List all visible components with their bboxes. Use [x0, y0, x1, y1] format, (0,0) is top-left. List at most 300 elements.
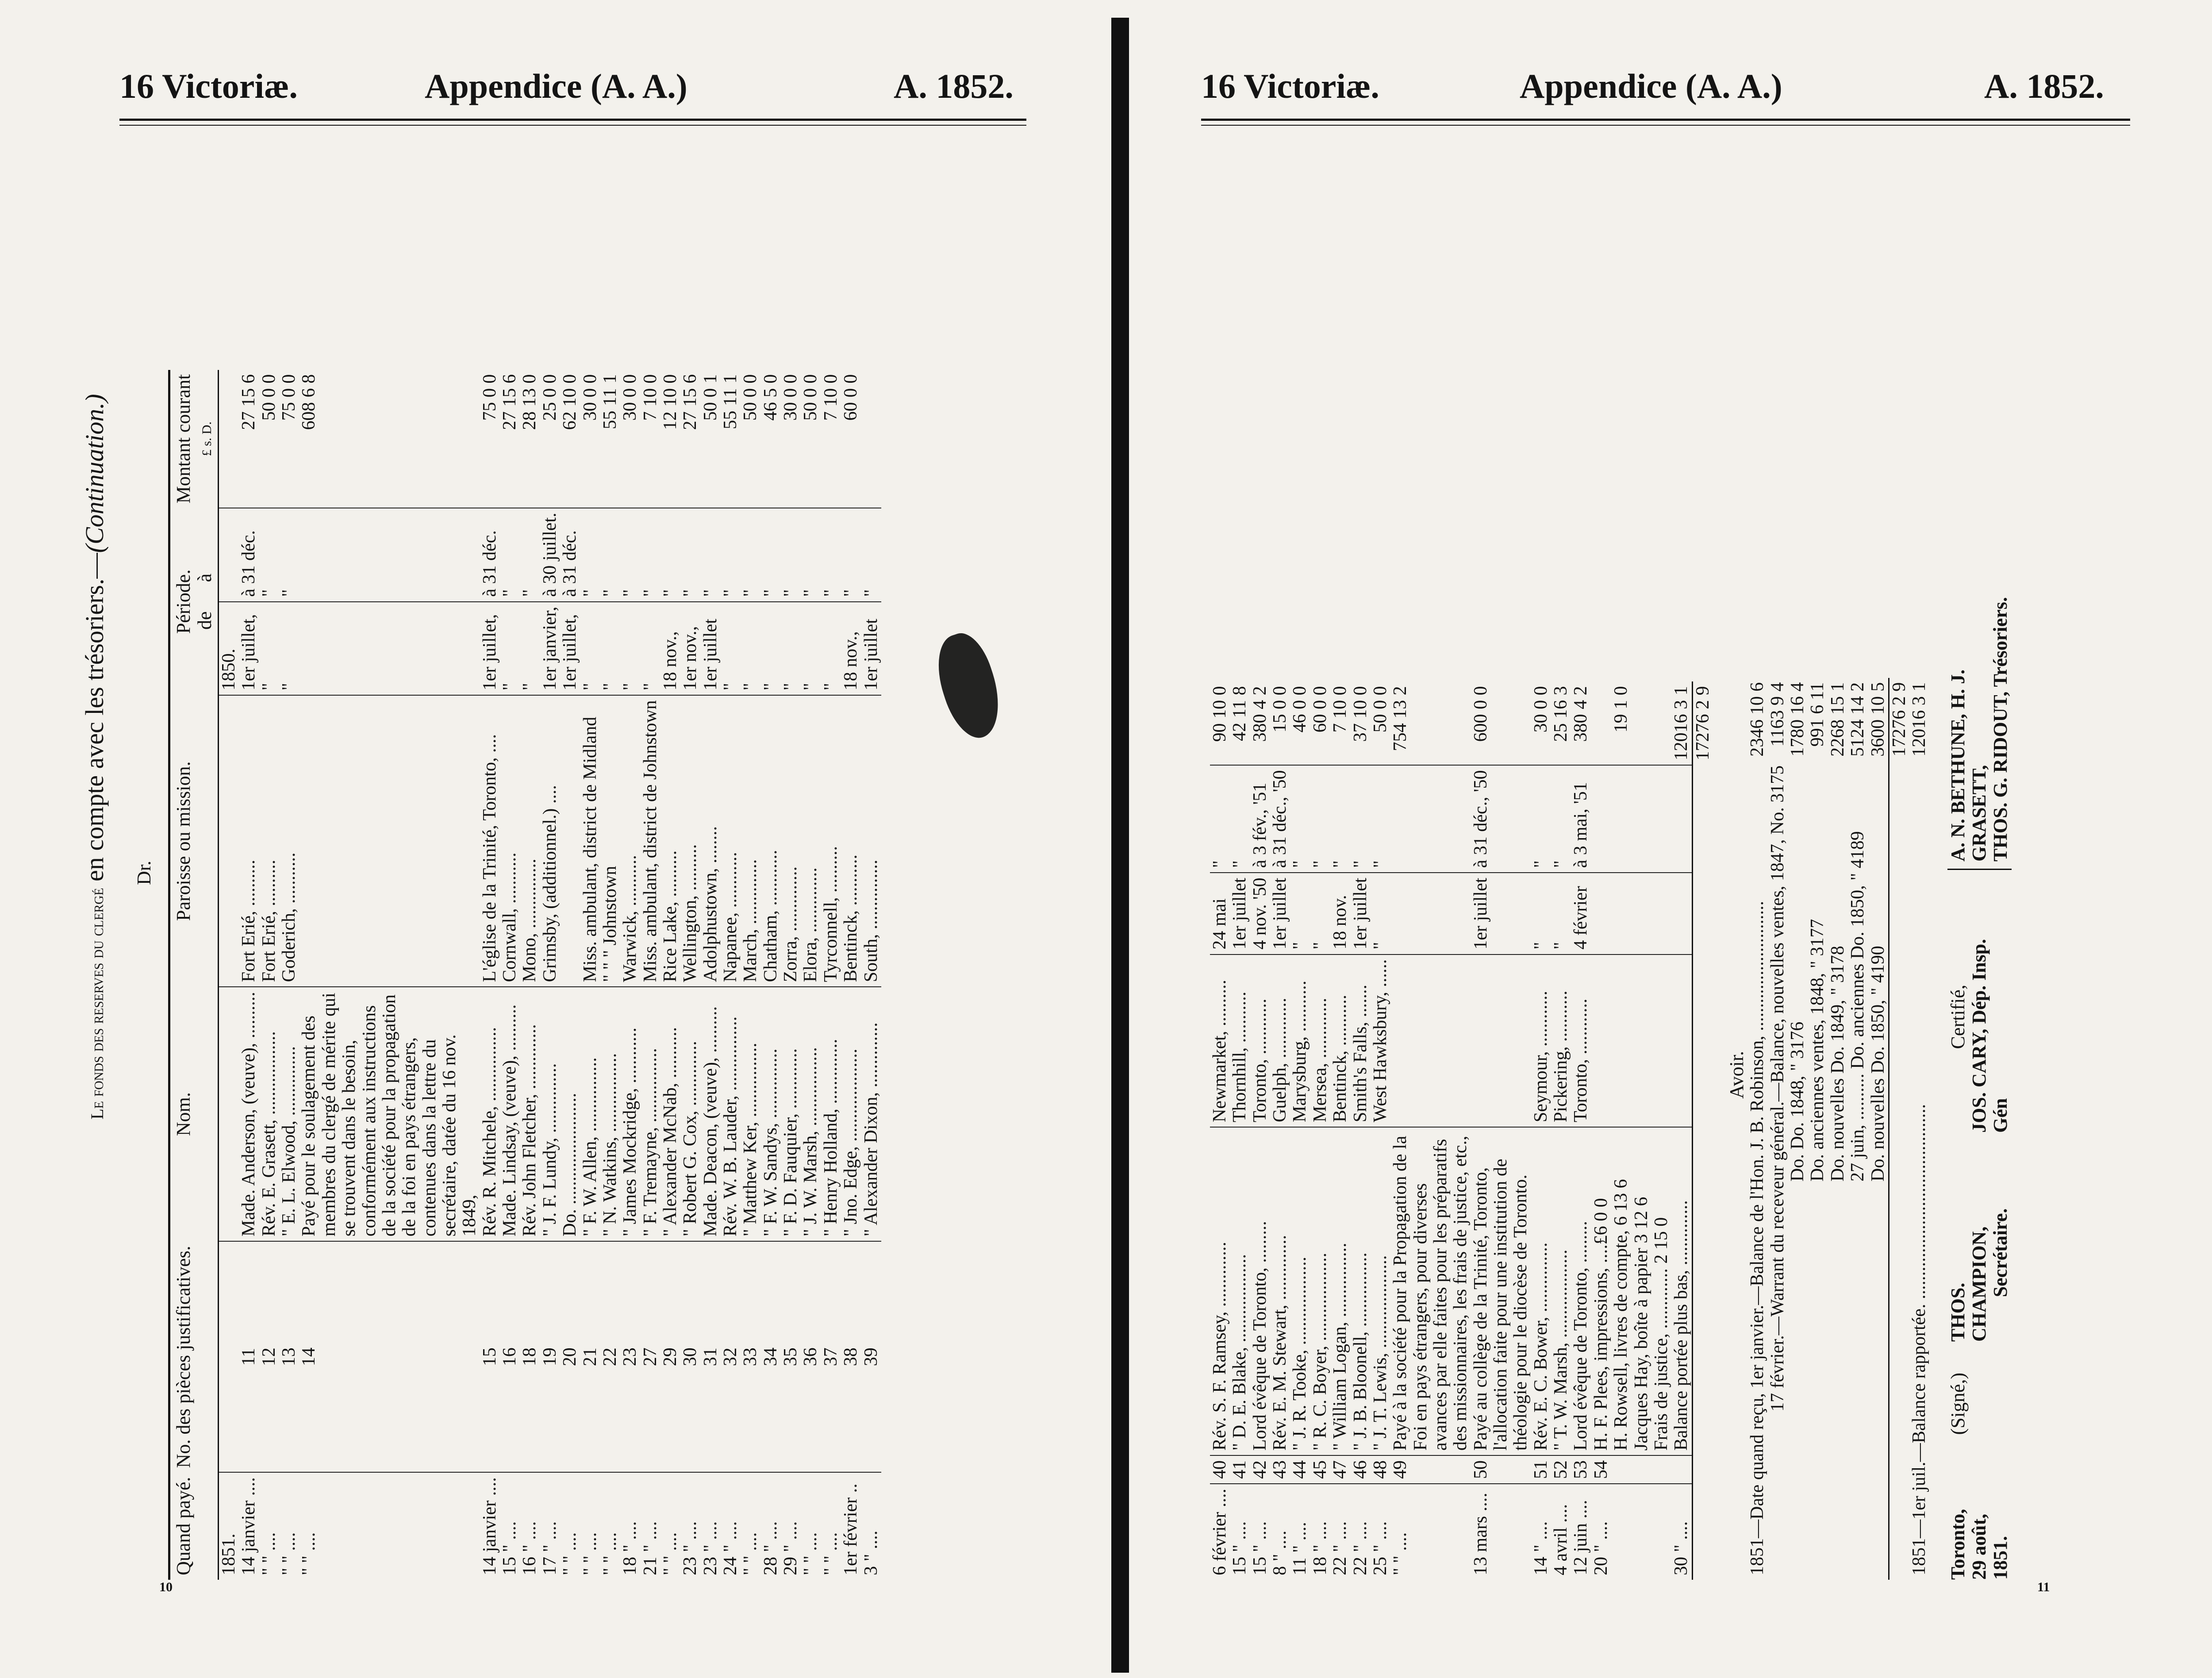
payee-name: Lord évêque de Toronto, .........: [1250, 1127, 1270, 1455]
paid-date: " " ....: [259, 1472, 279, 1580]
period-from: ": [279, 602, 299, 696]
parish: Elora, ..............: [801, 695, 821, 987]
voucher-number: 12: [259, 1241, 279, 1472]
amount: 62 10 0: [560, 374, 580, 430]
ledger-row: [480, 370, 500, 1580]
avoir-section: [1726, 570, 2012, 1580]
voucher-number: 49: [1390, 1455, 1471, 1484]
paid-date: 18 " ....: [620, 1472, 640, 1580]
payee-name: " Robert G. Cox, ..............: [680, 987, 700, 1241]
ledger-row: [661, 370, 680, 1580]
parish: Mono, ...............: [520, 695, 540, 987]
left-rotated-title: [80, 159, 109, 1354]
payee-name: " James Mockridge, ............: [620, 987, 640, 1241]
period-from: ": [620, 602, 640, 696]
voucher-number: 45: [1310, 1455, 1330, 1484]
amount: 60 0 0: [841, 374, 861, 421]
ledger-row: [1551, 681, 1571, 1580]
paid-date: 30 " ....: [1671, 1484, 1692, 1580]
dr-label: Dr.: [133, 861, 155, 885]
voucher-number: 18: [520, 1241, 540, 1472]
payee-name: " J. F. Lundy, ...............: [540, 987, 560, 1241]
period-from: 1er juillet,: [239, 602, 259, 696]
period-from: ": [520, 602, 540, 696]
amount: 25 0 0: [539, 374, 560, 421]
parish: Miss. ambulant, district de Johnstown: [641, 695, 661, 987]
paid-date: 22 " ....: [1351, 1484, 1371, 1580]
parish: Toronto, ............: [1571, 954, 1591, 1127]
payee-name: Rév. W. B. Lauder, ................: [721, 987, 741, 1241]
voucher-number: 34: [761, 1241, 781, 1472]
paid-date: [1611, 1484, 1631, 1580]
voucher-number: 32: [721, 1241, 741, 1472]
period-to: ": [1290, 765, 1310, 873]
paid-date: 15 " ....: [500, 1472, 520, 1580]
voucher-number: 15: [480, 1241, 500, 1472]
payee-name: " J. W. Marsh, .................: [801, 987, 821, 1241]
avoir-description: Do. nouvelles Do. 1849, " 3178: [1827, 946, 1848, 1182]
title-prefix: Le fonds des reserves du clergé: [87, 888, 107, 1120]
period-to: [1651, 765, 1671, 873]
paid-date: 12 juin ....: [1571, 1484, 1591, 1580]
spacer-cell: [1692, 765, 1713, 873]
left-header-session: 16 Victoriæ.: [119, 67, 298, 105]
ledger-row: [620, 370, 640, 1580]
sig-place: Toronto,: [1947, 1509, 1969, 1580]
period-to: ": [520, 508, 540, 602]
paid-date: 6 février ....: [1210, 1484, 1230, 1580]
paid-date: 29 " ....: [781, 1472, 801, 1580]
payee-name: " J. B. Bloonell, ................: [1351, 1127, 1371, 1455]
parish: Newmarket, ..........: [1210, 954, 1230, 1127]
sig-certifie: Certifié,: [1947, 985, 1969, 1049]
col-no: No. des pièces justificatives.: [169, 1241, 219, 1472]
period-from: 18 nov.,: [841, 602, 861, 696]
title-rest: en compte avec les trésoriers.—: [80, 553, 109, 888]
payee-name: " N. Watkins, .................: [600, 987, 620, 1241]
title-continuation: (Continuation.): [80, 394, 109, 553]
period-to: à 31 déc.: [480, 508, 500, 602]
payee-name: Do. ........................: [560, 987, 580, 1241]
paid-date: 16 " ....: [520, 1472, 540, 1580]
period-from: ": [1290, 873, 1310, 954]
amount: 50 0 1: [700, 374, 721, 421]
payee-name: Payé au collège de la Trinité, Toronto, l'allocation faite pour une institution de théologie pour le diocèse de Toronto.: [1471, 1127, 1531, 1455]
voucher-number: 36: [801, 1241, 821, 1472]
parish: [1471, 954, 1531, 1127]
amount: 60 0 0: [1310, 686, 1330, 733]
ledger-row: [1632, 681, 1651, 1580]
period-from: 1er nov.,: [680, 602, 700, 696]
paid-date: 23 " ....: [680, 1472, 700, 1580]
period-to: ": [801, 508, 821, 602]
col-periode-label: Période.: [173, 569, 194, 634]
amount: 50 0 0: [1370, 686, 1390, 733]
ledger-row: [761, 370, 781, 1580]
period-from: [1671, 873, 1692, 954]
avoir-description: Do. anciennes ventes, 1848, " 3177: [1807, 919, 1828, 1182]
ledger-row: [279, 370, 299, 1580]
payee-name: Rév. John Fletcher, ..............: [520, 987, 540, 1241]
amount: 75 0 0: [479, 374, 500, 421]
paid-date: 3 " ....: [861, 1472, 881, 1580]
col-a: à: [193, 573, 215, 582]
ledger-row: [1471, 681, 1531, 1580]
paid-date: 14 janvier ....: [480, 1472, 500, 1580]
parish: Adolphustown, ........: [701, 695, 721, 987]
amount: 12016 3 1: [1671, 686, 1692, 761]
paid-date: " " ....: [661, 1472, 680, 1580]
ledger-row: [1210, 681, 1230, 1580]
col-paroisse: Paroisse ou mission.: [169, 695, 219, 987]
paid-date: " " ....: [580, 1472, 600, 1580]
parish: Bentinck, ...........: [841, 695, 861, 987]
left-header-year: A. 1852.: [894, 67, 1014, 105]
amount: 600 0 0: [1470, 686, 1491, 742]
payee-name: Payé à la société pour la Propagation de la Foi en pays étrangers, pour diverses avances par elle faites pour les préparatifs des missionnaires, les frais de justice, etc.,: [1390, 1127, 1471, 1455]
parish: Guelph, .............: [1270, 954, 1290, 1127]
parish: [1671, 954, 1692, 1127]
ledger-row: [560, 370, 580, 1580]
period-to: à 31 déc., '50: [1270, 765, 1290, 873]
book-gutter: [1111, 18, 1129, 1673]
parish: Fort Erié, ..........: [239, 695, 259, 987]
amount: 55 11 1: [720, 374, 741, 430]
ledger-row: [641, 370, 661, 1580]
voucher-number: [1671, 1455, 1692, 1484]
sig-date: 29 août, 1851.: [1968, 1513, 2012, 1580]
amount: 7 10 0: [640, 374, 661, 421]
payee-name: Made. Deacon, (veuve), ..........: [701, 987, 721, 1241]
payee-name: " F. W. Allen, ................: [580, 987, 600, 1241]
period-to: ": [279, 508, 299, 602]
parish: Wellington, ..........: [680, 695, 700, 987]
period-to: à 31 déc., '50: [1471, 765, 1531, 873]
ledger-row: [1270, 681, 1290, 1580]
right-header-session: 16 Victoriæ.: [1201, 67, 1379, 105]
ledger-row: [1351, 681, 1371, 1580]
amount: [1632, 681, 1651, 765]
avoir-row: [1788, 678, 1808, 1580]
ledger-row: [1330, 681, 1350, 1580]
ledger-row: [821, 370, 841, 1580]
amount: 28 13 0: [519, 374, 540, 430]
period-from: ": [259, 602, 279, 696]
avoir-total: 17276 2 9: [1889, 678, 1909, 761]
avoir-row: [1768, 678, 1788, 1580]
period-from: ": [600, 602, 620, 696]
payee-name: " Henry Holland, ..............: [821, 987, 841, 1241]
avoir-description: Do. nouvelles Do. 1850, " 4190: [1867, 946, 1888, 1182]
left-header-rule: [119, 119, 1026, 121]
amount: 15 0 0: [1270, 686, 1290, 733]
voucher-number: 37: [821, 1241, 841, 1472]
voucher-number: [1651, 1455, 1671, 1484]
right-ledger-table: [1210, 681, 1713, 1580]
avoir-value: 5124 14 2: [1847, 682, 1868, 757]
voucher-number: 35: [781, 1241, 801, 1472]
period-from: [1651, 873, 1671, 954]
left-header-appendix: Appendice (A. A.): [425, 67, 687, 105]
payee-name: Balance portée plus bas, ..............: [1671, 1127, 1692, 1455]
voucher-number: [219, 1241, 239, 1472]
payee-name: Lord évêque de Toronto, .........: [1571, 1127, 1591, 1455]
sig-inspector: [1947, 901, 2012, 1133]
left-page-number: 10: [159, 1580, 173, 1594]
paid-date: " " ....: [299, 1472, 480, 1580]
voucher-number: 44: [1290, 1455, 1310, 1484]
avoir-value: 3600 10 5: [1867, 682, 1888, 757]
ledger-row: [781, 370, 801, 1580]
parish: Miss. ambulant, district de Midland: [580, 695, 600, 987]
sig-inspector-name: JOS. CARY, Dép. Insp. Gén: [1968, 939, 2012, 1133]
paid-date: 20 " ....: [1591, 1484, 1611, 1580]
period-to: à 3 mai, '51: [1571, 765, 1591, 873]
paid-date: 23 " ....: [701, 1472, 721, 1580]
payee-name: " D. E. Blake, ...................: [1230, 1127, 1250, 1455]
ledger-row: [741, 370, 760, 1580]
paid-date: 4 avril ....: [1551, 1484, 1571, 1580]
period-to: ": [620, 508, 640, 602]
paid-date: 28 " ....: [761, 1472, 781, 1580]
payee-name: " William Logan, ................: [1330, 1127, 1350, 1455]
period-to: ": [781, 508, 801, 602]
voucher-number: 30: [680, 1241, 700, 1472]
period-to: ": [841, 508, 861, 602]
amount: 55 11 1: [599, 374, 620, 430]
parish: Cornwall, ...........: [500, 695, 520, 987]
period-from: 24 mai: [1210, 873, 1230, 954]
avoir-total-row: [1889, 678, 1909, 1580]
payee-name: Rév. E. C. Bower, ...............: [1531, 1127, 1551, 1455]
ledger-row: [701, 370, 721, 1580]
ledger-row: [1571, 681, 1591, 1580]
voucher-number: 31: [701, 1241, 721, 1472]
period-from: 18 nov.,: [661, 602, 680, 696]
col-montant: [169, 370, 219, 508]
period-from: ": [500, 602, 520, 696]
period-to: ": [1371, 765, 1390, 873]
parish: [1591, 954, 1611, 1127]
amount: 30 0 0: [620, 374, 641, 421]
left-ledger: [168, 370, 881, 1580]
payee-name: H. F. Plees, impressions, ....£6 0 0: [1591, 1127, 1611, 1455]
period-to: [299, 508, 480, 602]
period-from: 18 nov.: [1330, 873, 1350, 954]
ledger-row: [520, 370, 540, 1580]
parish: West Hawksbury, ......: [1371, 954, 1390, 1127]
voucher-number: [1632, 1455, 1651, 1484]
ledger-row: [1290, 681, 1310, 1580]
ledger-row: [1671, 681, 1692, 1580]
paid-date: 13 mars ....: [1471, 1484, 1531, 1580]
left-ledger-table: [168, 370, 881, 1580]
parish: Thornhill, ...........: [1230, 954, 1250, 1127]
voucher-number: 13: [279, 1241, 299, 1472]
parish: " " " Johnstown: [600, 695, 620, 987]
voucher-number: 33: [741, 1241, 760, 1472]
amount: [219, 370, 239, 508]
parish: Napanee, ............: [721, 695, 741, 987]
left-dr-label: [133, 861, 155, 885]
right-header-year: A. 1852.: [1984, 67, 2104, 105]
avoir-value: 991 6 11: [1807, 682, 1828, 747]
ledger-row: [580, 370, 600, 1580]
period-from: 1er janvier,: [540, 602, 560, 696]
period-from: 1er juillet: [701, 602, 721, 696]
period-to: ": [1351, 765, 1371, 873]
voucher-number: 53: [1571, 1455, 1591, 1484]
right-page-number: 11: [2037, 1580, 2050, 1594]
ledger-row: [1310, 681, 1330, 1580]
period-from: 1er juillet,: [480, 602, 500, 696]
period-from: 4 février: [1571, 873, 1591, 954]
avoir-carried-row: [1909, 678, 1929, 1580]
amount: 12 10 0: [660, 374, 680, 430]
ledger-row: [1611, 681, 1631, 1580]
payee-name: " E. L. Elwood, ...............: [279, 987, 299, 1241]
paid-date: 8 " ....: [1270, 1484, 1290, 1580]
period-to: [219, 508, 239, 602]
voucher-number: 50: [1471, 1455, 1531, 1484]
paid-date: 25 " ....: [1371, 1484, 1390, 1580]
ledger-row: [259, 370, 279, 1580]
parish: [299, 695, 480, 987]
paid-date: 17 " ....: [540, 1472, 560, 1580]
amount: [1591, 681, 1611, 765]
parish: L'église de la Trinité, Toronto, ....: [480, 695, 500, 987]
avoir-value: 1163 9 4: [1767, 682, 1788, 747]
period-to: ": [861, 508, 881, 602]
amount: 46 5 0: [760, 374, 781, 421]
ledger-row: [299, 370, 480, 1580]
payee-name: Rév. E. M. Stewart, ..............: [1270, 1127, 1290, 1455]
paid-date: 15 " ....: [1230, 1484, 1250, 1580]
period-to: à 31 déc.: [560, 508, 580, 602]
paid-date: 15 " ....: [1250, 1484, 1270, 1580]
right-ledger: [1210, 570, 2012, 1580]
dr-total: 17276 2 9: [1692, 681, 1713, 765]
avoir-value: 2346 10 6: [1747, 682, 1768, 757]
period-to: ": [701, 508, 721, 602]
payee-name: Jacques Hay, boîte à papier 3 12 6: [1632, 1127, 1651, 1455]
payee-name: " Alexander Dixon, ..............: [861, 987, 881, 1241]
parish: Seymour, ............: [1531, 954, 1551, 1127]
payee-name: Payé pour le soulagement des membres du clergé de mérite qui se trouvent dans le besoin, conformément aux instructions de la société pour la propagation de la foi en pays étrangers, contenues dans la lettre du secrétaire, datée du 16 nov. 1849,: [299, 987, 480, 1241]
amount: 50 0 0: [258, 374, 279, 421]
period-to: à 31 déc.: [239, 508, 259, 602]
amount: 27 15 6: [238, 374, 259, 430]
period-to: ": [741, 508, 760, 602]
payee-name: H. Rowsell, livres de compte, 6 13 6: [1611, 1127, 1631, 1455]
voucher-number: 48: [1371, 1455, 1390, 1484]
avoir-row: [1808, 678, 1828, 1580]
period-from: [1611, 873, 1631, 954]
col-de: de: [193, 611, 215, 630]
voucher-number: 39: [861, 1241, 881, 1472]
payee-name: [219, 987, 239, 1241]
period-from: ": [801, 602, 821, 696]
ledger-row: [1591, 681, 1611, 1580]
ledger-row: [841, 370, 861, 1580]
col-montant-label: Montant courant: [173, 374, 194, 504]
voucher-number: [1611, 1455, 1631, 1484]
sig-secretary-name: THOS. CHAMPION,: [1947, 1226, 1990, 1342]
voucher-number: 21: [580, 1241, 600, 1472]
payee-name: " F. Tremayne, ................: [641, 987, 661, 1241]
paid-date: 22 " ....: [1330, 1484, 1350, 1580]
payee-name: Rév. E. Grasett, ..................: [259, 987, 279, 1241]
avoir-row: [1868, 678, 1889, 1580]
parish: Chatham, ............: [761, 695, 781, 987]
parish: Mersea, .............: [1310, 954, 1330, 1127]
payee-name: " J. T. Lewis, ....................: [1371, 1127, 1390, 1455]
period-from: 4 nov. '50: [1250, 873, 1270, 954]
voucher-number: 27: [641, 1241, 661, 1472]
voucher-number: 54: [1591, 1455, 1611, 1484]
paid-date: 14 " ....: [1531, 1484, 1551, 1580]
ledger-row: [1371, 681, 1390, 1580]
sig-treasurers-1: A. N. BETHUNE, H. J. GRASETT,: [1947, 669, 1990, 862]
amount: 42 11 8: [1229, 686, 1250, 741]
amount: 75 0 0: [279, 374, 300, 421]
sig-signe: (Signé,): [1947, 1372, 1969, 1435]
parish: [219, 695, 239, 987]
period-from: [1591, 873, 1611, 954]
amount: 7 10 0: [820, 374, 841, 421]
period-to: [1591, 765, 1611, 873]
right-header-rule: [1201, 119, 2130, 121]
paid-date: [1651, 1484, 1671, 1580]
sig-treasurers-2: THOS. G. RIDOUT, Trésoriers.: [1989, 597, 2012, 862]
sig-treasurers: [1947, 570, 2012, 870]
avoir-value: 2268 15 1: [1827, 682, 1848, 757]
period-from: 1er juillet: [861, 602, 881, 696]
amount: 754 13 2: [1390, 686, 1411, 751]
ledger-row: [680, 370, 700, 1580]
period-from: ": [580, 602, 600, 696]
period-to: ": [1310, 765, 1330, 873]
period-from: ": [1371, 873, 1390, 954]
period-to: [1611, 765, 1631, 873]
voucher-number: 14: [299, 1241, 480, 1472]
payee-name: " R. C. Boyer, ...................: [1310, 1127, 1330, 1455]
period-to: ": [1531, 765, 1551, 873]
period-to: ": [259, 508, 279, 602]
paid-date: " " ....: [1390, 1484, 1471, 1580]
parish: Goderich, ...........: [279, 695, 299, 987]
paid-date: " " ....: [821, 1472, 841, 1580]
amount: 50 0 0: [800, 374, 821, 421]
paid-date: 1851.: [219, 1472, 239, 1580]
col-lsd: £ s. D.: [199, 421, 214, 456]
col-periode: [169, 508, 219, 696]
voucher-number: 19: [540, 1241, 560, 1472]
paid-date: " " ....: [801, 1472, 821, 1580]
period-to: [1632, 765, 1651, 873]
period-from: [1632, 873, 1651, 954]
parish: Marysburg, ...........: [1290, 954, 1310, 1127]
amount: 27 15 6: [499, 374, 520, 430]
period-from: ": [781, 602, 801, 696]
voucher-number: 43: [1270, 1455, 1290, 1484]
parish: Grimsby, (additionnel.) ....: [540, 695, 560, 987]
col-nom: Nom.: [169, 987, 219, 1241]
voucher-number: 29: [661, 1241, 680, 1472]
paid-date: [1632, 1484, 1651, 1580]
period-to: ": [661, 508, 680, 602]
ledger-row: [801, 370, 821, 1580]
